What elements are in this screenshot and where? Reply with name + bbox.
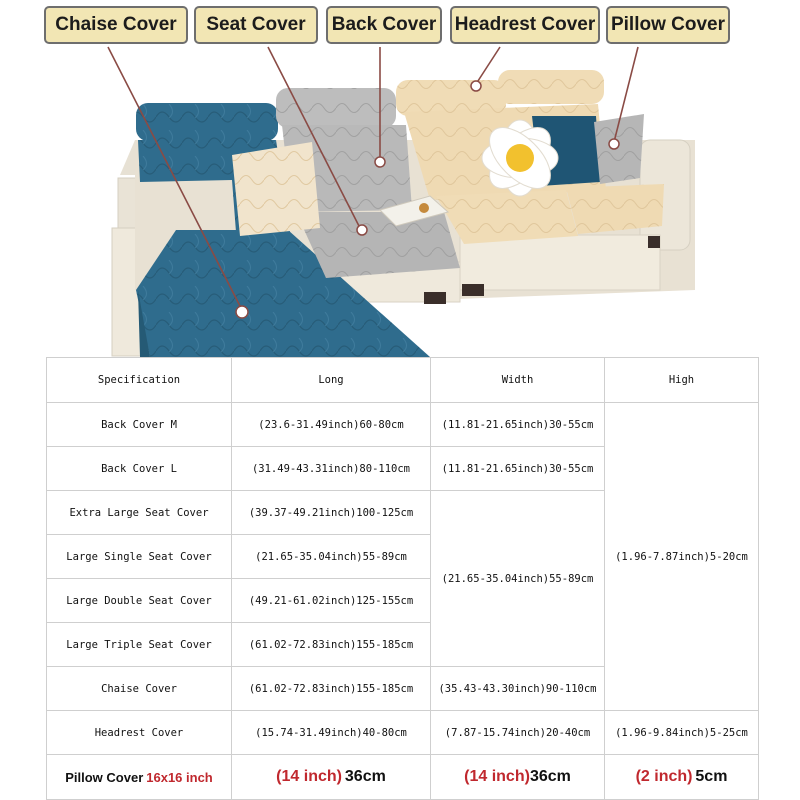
pillow-cover-label: Pillow Cover — [606, 6, 730, 44]
long-cell: (15.74-31.49inch)40-80cm — [232, 711, 431, 755]
spec-cell: Back Cover L — [47, 447, 232, 491]
width-cell-merged: (21.65-35.04inch)55-89cm — [431, 491, 605, 667]
spec-cell: Back Cover M — [47, 403, 232, 447]
pillow-long-inch: (14 inch) — [276, 768, 342, 785]
pillow-width-cell — [431, 755, 605, 800]
spec-cell: Headrest Cover — [47, 711, 232, 755]
spec-cell: Extra Large Seat Cover — [47, 491, 232, 535]
long-cell: (61.02-72.83inch)155-185cm — [232, 623, 431, 667]
high-cell-merged: (1.96-7.87inch)5-20cm — [605, 403, 759, 711]
long-cell: (39.37-49.21inch)100-125cm — [232, 491, 431, 535]
pillow-width-cm: 36cm — [529, 768, 571, 785]
spec-cell: Large Double Seat Cover — [47, 579, 232, 623]
long-cell: (61.02-72.83inch)155-185cm — [232, 667, 431, 711]
pillow-row — [47, 755, 759, 800]
pillow-high-cm: 5cm — [695, 768, 728, 785]
header-long: Long — [232, 358, 431, 403]
table-header-row — [47, 358, 759, 403]
width-cell: (11.81-21.65inch)30-55cm — [431, 403, 605, 447]
pillow-cover-name: Pillow Cover — [65, 769, 144, 785]
spec-cell: Chaise Cover — [47, 667, 232, 711]
product-photo — [0, 0, 800, 357]
specification-table — [46, 357, 759, 800]
seat-cover-label: Seat Cover — [194, 6, 318, 44]
pillow-high-cell — [605, 755, 759, 800]
pillow-long-cell — [232, 755, 431, 800]
table-row — [47, 711, 759, 755]
header-specification: Specification — [47, 358, 232, 403]
pillow-cover-size: 16x16 inch — [146, 769, 213, 785]
width-cell: (35.43-43.30inch)90-110cm — [431, 667, 605, 711]
header-width: Width — [431, 358, 605, 403]
long-cell: (23.6-31.49inch)60-80cm — [232, 403, 431, 447]
pillow-width-inch: (14 inch) — [464, 768, 530, 785]
table-row — [47, 403, 759, 447]
long-cell: (49.21-61.02inch)125-155cm — [232, 579, 431, 623]
long-cell: (21.65-35.04inch)55-89cm — [232, 535, 431, 579]
long-cell: (31.49-43.31inch)80-110cm — [232, 447, 431, 491]
sofa-illustration — [0, 0, 800, 357]
width-cell: (11.81-21.65inch)30-55cm — [431, 447, 605, 491]
high-cell: (1.96-9.84inch)5-25cm — [605, 711, 759, 755]
back-cover-label: Back Cover — [326, 6, 442, 44]
chaise-cover-label: Chaise Cover — [44, 6, 188, 44]
headrest-cover-label: Headrest Cover — [450, 6, 600, 44]
spec-cell: Large Single Seat Cover — [47, 535, 232, 579]
width-cell: (7.87-15.74inch)20-40cm — [431, 711, 605, 755]
pillow-high-inch: (2 inch) — [635, 768, 693, 785]
pillow-spec-cell — [47, 755, 232, 800]
spec-cell: Large Triple Seat Cover — [47, 623, 232, 667]
pillow-long-cm: 36cm — [344, 768, 386, 785]
header-high: High — [605, 358, 759, 403]
